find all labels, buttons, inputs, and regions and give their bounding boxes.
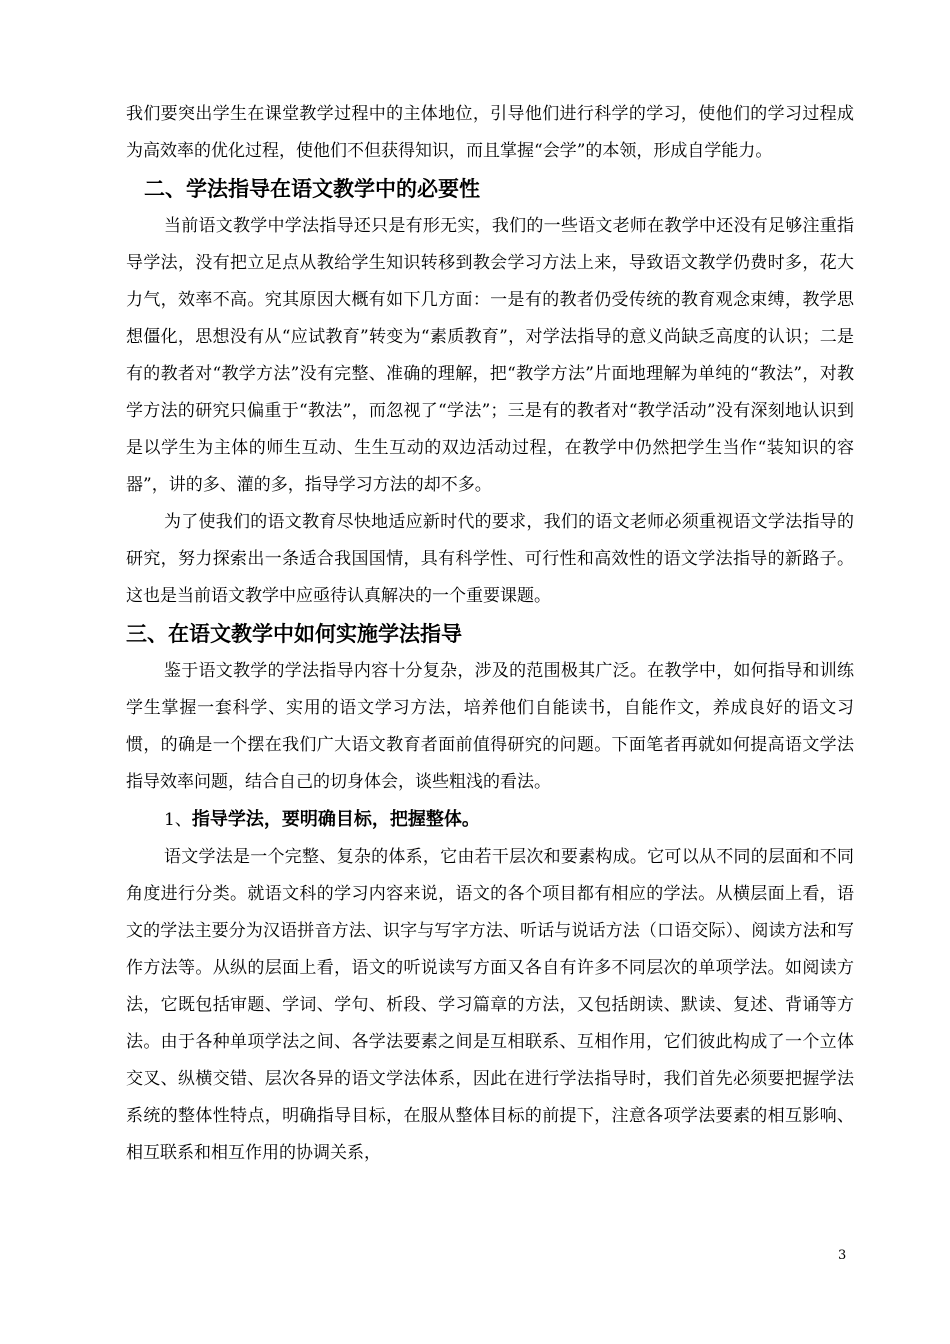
paragraph-sub1-1: 语文学法是一个完整、复杂的体系，它由若干层次和要素构成。它可以从不同的层面和不同角度进行分类。就语文科的学习内容来说，语文的各个项目都有相应的学法。从横层面上看，语文的学法主要分为汉语拼音方法、识字与写字方法、听话与说话方法（口语交际）、阅读方法和写作方法等。从纵的层面上看，语文的听说读写方面又各自有许多不同层次的单项学法。如阅读方法，它既包括审题、学词、学句、析段、学习篇章的方法，又包括朗读、默读、复述、背诵等方法。由于各种单项学法之间、各学法要素之间是互相联系、互相作用，它们彼此构成了一个立体交叉、纵横交错、层次各异的语文学法体系，因此在进行学法指导时，我们首先必须要把握学法系统的整体性特点，明确指导目标，在服从整体目标的前提下，注意各项学法要素的相互影响、相互联系和相互作用的协调关系， (126, 847, 854, 1163)
paragraph-intro-continuation: 我们要突出学生在课堂教学过程中的主体地位，引导他们进行科学的学习，使他们的学习过程成为高效率的优化过程，使他们不但获得知识，而且掌握“会学”的本领，形成自学能力。 (126, 104, 854, 161)
page-number: 3 (838, 1248, 847, 1263)
document-body (126, 96, 854, 1172)
subsection-title: 指导学法，要明确目标，把握整体。 (191, 809, 480, 830)
section-heading-3: 三、在语文教学中如何实施学法指导 (126, 622, 462, 646)
subsection-heading-1 (126, 801, 854, 839)
subsection-number: 1、 (164, 810, 192, 830)
section-heading-2: 二、学法指导在语文教学中的必要性 (144, 177, 480, 201)
paragraph-section2-1: 当前语文教学中学法指导还只是有形无实，我们的一些语文老师在教学中还没有足够注重指导学法，没有把立足点从教给学生知识转移到教会学习方法上来，导致语文教学仍费时多，花大力气，效率不高。究其原因大概有如下几方面：一是有的教者仍受传统的教育观念束缚，教学思想僵化，思想没有从“应试教育”转变为“素质教育”，对学法指导的意义尚缺乏高度的认识；二是有的教者对“教学方法”没有完整、准确的理解，把“教学方法”片面地理解为单纯的“教法”，对教学方法的研究只偏重于“教法”，而忽视了“学法”；三是有的教者对“教学活动”没有深刻地认识到是以学生为主体的师生互动、生生互动的双边活动过程，在教学中仍然把学生当作“装知识的容器”，讲的多、灌的多，指导学习方法的却不多。 (126, 216, 854, 495)
paragraph-section2-2: 为了使我们的语文教育尽快地适应新时代的要求，我们的语文老师必须重视语文学法指导的研究，努力探索出一条适合我国国情，具有科学性、可行性和高效性的语文学法指导的新路子。这也是当前语文教学中应亟待认真解决的一个重要课题。 (126, 512, 854, 606)
paragraph-section3-1: 鉴于语文教学的学法指导内容十分复杂，涉及的范围极其广泛。在教学中，如何指导和训练学生掌握一套科学、实用的语文学习方法，培养他们自能读书，自能作文，养成良好的语文习惯，的确是一个摆在我们广大语文教育者面前值得研究的问题。下面笔者再就如何提高语文学法指导效率问题，结合自己的切身体会，谈些粗浅的看法。 (126, 661, 854, 792)
